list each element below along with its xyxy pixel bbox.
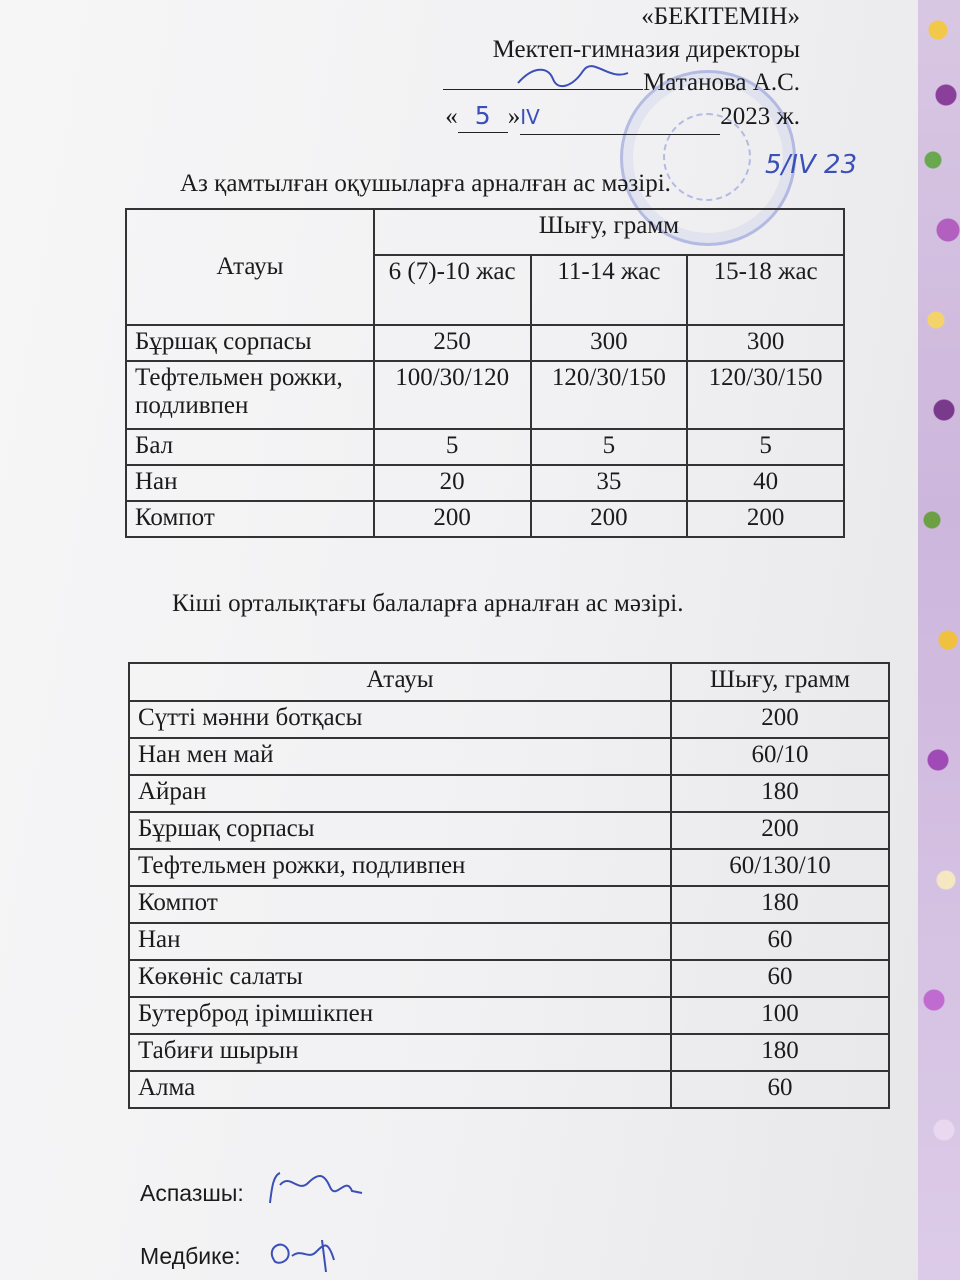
dish-value: 60 [671,1071,889,1108]
approval-heading: «БЕКІТЕМІН» [641,3,800,30]
dish-name: Тефтельмен рожки, подливпен [126,361,374,429]
dish-value: 60/10 [671,738,889,775]
header-output: Шығу, грамм [671,663,889,701]
dish-value: 60 [671,923,889,960]
cook-signature-icon [262,1165,372,1210]
dish-value: 200 [374,501,531,537]
dish-value: 120/30/150 [687,361,844,429]
table-header-row [129,663,889,701]
header-output: Шығу, грамм [374,209,844,255]
background-cloth [918,0,960,1280]
table-row [129,1071,889,1108]
table-row [129,738,889,775]
dish-name: Табиғи шырын [129,1034,671,1071]
dish-name: Нан [129,923,671,960]
date-close-quote: » [507,103,521,130]
table-row [129,775,889,812]
signature-scribble-icon [513,61,633,91]
dish-value: 5 [687,429,844,465]
dish-name: Бутерброд ірімшікпен [129,997,671,1034]
menu1-table [125,208,845,538]
table-header-row [126,209,844,255]
dish-value: 200 [671,701,889,738]
dish-value: 40 [687,465,844,501]
director-signature-line [380,66,800,99]
dish-value: 20 [374,465,531,501]
date-year: 2023 ж. [720,103,800,130]
date-day: 5 [458,99,508,133]
dish-value: 200 [531,501,688,537]
header-name: Атауы [129,663,671,701]
table-row [126,429,844,465]
dish-name: Бал [126,429,374,465]
dish-value: 200 [687,501,844,537]
dish-name: Нан [126,465,374,501]
age-group: 11-14 жас [531,255,688,325]
table-row [129,886,889,923]
dish-name: Айран [129,775,671,812]
table-row [129,1034,889,1071]
nurse-signature-icon [262,1230,362,1275]
director-position: Мектеп-гимназия директоры [492,36,800,63]
dish-value: 180 [671,1034,889,1071]
dish-value: 35 [531,465,688,501]
dish-name: Алма [129,1071,671,1108]
dish-value: 250 [374,325,531,361]
dish-name: Компот [126,501,374,537]
table-row [129,849,889,886]
director-signature [443,67,643,90]
dish-name: Көкөніс салаты [129,960,671,997]
dish-value: 300 [687,325,844,361]
cook-label: Аспазшы: [140,1180,244,1206]
dish-value: 60 [671,960,889,997]
age-group: 6 (7)-10 жас [374,255,531,325]
approval-block [380,0,800,135]
dish-value: 60/130/10 [671,849,889,886]
dish-value: 100/30/120 [374,361,531,429]
table-row [126,325,844,361]
table-row [129,960,889,997]
dish-value: 120/30/150 [531,361,688,429]
table-row [129,923,889,960]
dish-name: Нан мен май [129,738,671,775]
dish-name: Бұршақ сорпасы [129,812,671,849]
table-row [126,361,844,429]
approval-date [380,99,800,135]
table-row [129,701,889,738]
menu2-table [128,662,890,1109]
age-group: 15-18 жас [687,255,844,325]
dish-name: Сүтті мәнни ботқасы [129,701,671,738]
dish-value: 100 [671,997,889,1034]
table-row [126,501,844,537]
header-name: Атауы [126,209,374,325]
dish-name: Тефтельмен рожки, подливпен [129,849,671,886]
dish-value: 200 [671,812,889,849]
dish-value: 5 [374,429,531,465]
director-name: Матанова А.С. [643,69,800,96]
date-open-quote: « [445,103,458,130]
date-month: IV [520,101,720,135]
table-row [126,465,844,501]
table-row [129,812,889,849]
table-row [129,997,889,1034]
dish-value: 300 [531,325,688,361]
dish-value: 180 [671,775,889,812]
menu2-title: Кіші орталықтағы балаларға арналған ас мәзірі. [172,590,684,617]
dish-name: Компот [129,886,671,923]
dish-value: 180 [671,886,889,923]
dish-value: 5 [531,429,688,465]
dish-name: Бұршақ сорпасы [126,325,374,361]
handwritten-date: 5/IV 23 [765,150,858,180]
menu1-title: Аз қамтылған оқушыларға арналған ас мәзірі. [180,170,671,197]
nurse-label: Медбике: [140,1243,241,1269]
